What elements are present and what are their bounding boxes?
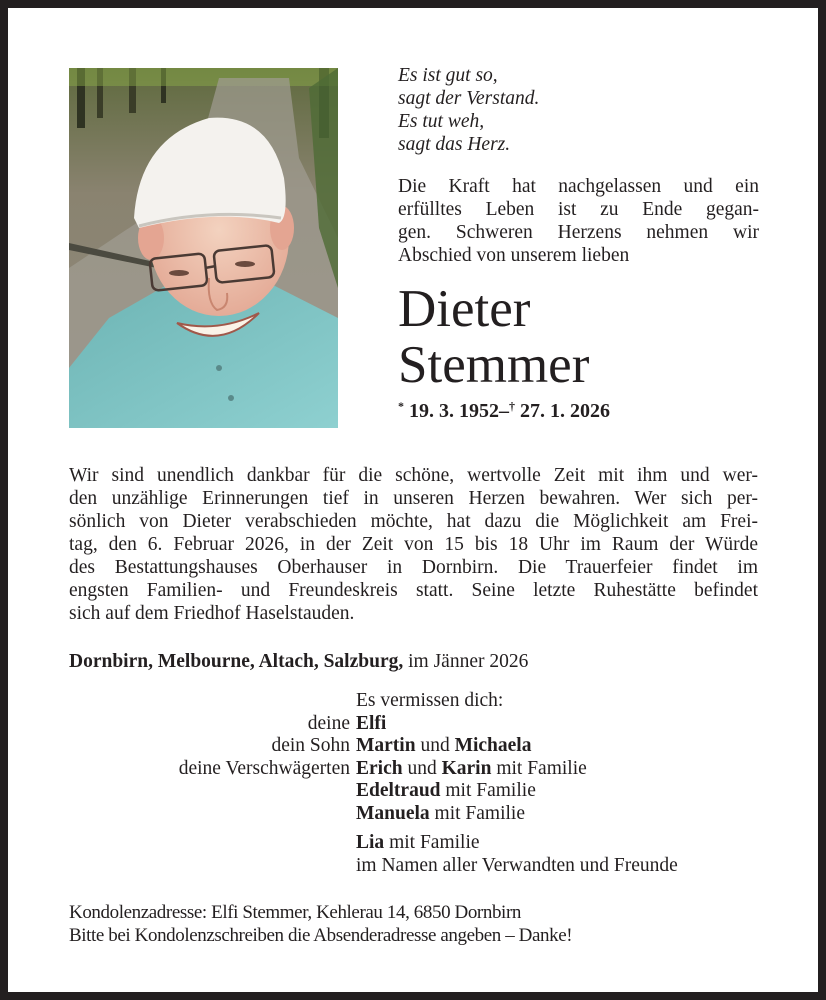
- member-name: Manuela: [356, 802, 430, 824]
- family-members: [356, 855, 818, 878]
- date-text: im Jänner 2026: [403, 651, 529, 672]
- body-line: des Bestattungshauses Oberhauser in Dornbirn. Die Trauerfeier findet im: [69, 557, 758, 578]
- portrait-photo: [69, 68, 338, 428]
- family-heading-row: [8, 690, 818, 713]
- death-symbol: †: [509, 399, 515, 413]
- family-members: [356, 713, 818, 736]
- intro-line: Abschied von unserem lieben: [398, 245, 630, 266]
- relation-label: [8, 855, 356, 878]
- intro-line: Die Kraft hat nachgelassen und ein: [398, 176, 759, 197]
- family-list: [8, 690, 818, 877]
- member-name: Elfi: [356, 712, 387, 734]
- relation-label: deine Verschwägerten: [178, 757, 350, 779]
- first-name: Dieter: [398, 280, 531, 338]
- death-date: 27. 1. 2026: [520, 400, 610, 422]
- family-members: [356, 780, 818, 803]
- member-text: mit Familie: [384, 832, 480, 853]
- relation-label: dein Sohn: [271, 735, 350, 756]
- member-name: Michaela: [454, 735, 532, 756]
- condolence-address: Kondolenzadresse: Elfi Stemmer, Kehlerau 14, 6850 Dornbirn: [69, 902, 521, 923]
- birth-date: 19. 3. 1952: [409, 400, 499, 422]
- member-name: Karin: [441, 757, 492, 779]
- family-members: [356, 803, 818, 826]
- family-row: [8, 803, 818, 826]
- family-row: [8, 758, 818, 781]
- family-heading: Es vermissen dich:: [356, 690, 504, 711]
- family-row: [8, 780, 818, 803]
- body-line: engsten Familien- und Freundeskreis statt. Seine letzte Ruhestätte befindet: [69, 580, 758, 601]
- relation-label: [8, 803, 356, 826]
- member-text: im Namen aller Verwandten und Freunde: [356, 854, 678, 876]
- family-row: [8, 713, 818, 736]
- intro-line: gen. Schweren Herzens nehmen wir: [398, 222, 759, 243]
- body-paragraph: [69, 464, 758, 625]
- family-members: [356, 758, 818, 781]
- family-members: [356, 735, 818, 758]
- poem-line: Es tut weh,: [398, 111, 485, 132]
- member-name: Martin: [356, 735, 416, 756]
- poem-line: sagt der Verstand.: [398, 88, 540, 109]
- body-line: den unzählige Erinnerungen tief in unseren Herzen bewahren. Wer sich per-: [69, 488, 758, 509]
- date-separator: –: [499, 400, 509, 422]
- portrait-photo-icon: [69, 68, 338, 428]
- relation-label: [8, 832, 356, 855]
- place-date-line: [69, 650, 528, 673]
- header-column: [398, 64, 759, 423]
- member-name: Erich: [356, 757, 403, 779]
- body-line: Wir sind unendlich dankbar für die schöne, wertvolle Zeit mit ihm und wer-: [69, 465, 758, 486]
- relation-label: [8, 780, 356, 803]
- deceased-name: [398, 281, 759, 393]
- places: Dornbirn, Melbourne, Altach, Salzburg,: [69, 651, 404, 672]
- last-name: Stemmer: [398, 336, 590, 394]
- family-members: [356, 832, 818, 855]
- body-line: sich auf dem Friedhof Haselstauden.: [69, 603, 355, 624]
- obituary-page: [8, 8, 818, 992]
- member-text: und: [415, 735, 455, 756]
- condolence-info: [69, 901, 572, 947]
- body-line: sönlich von Dieter verabschieden möchte, hat dazu die Möglichkeit am Frei-: [69, 511, 758, 532]
- member-text: mit Familie: [429, 802, 526, 824]
- body-line: tag, den 6. Februar 2026, in der Zeit von 15 bis 18 Uhr im Raum der Würde: [69, 534, 758, 555]
- family-row: [8, 735, 818, 758]
- member-text: mit Familie: [491, 757, 587, 779]
- relation-label: deine: [307, 712, 350, 734]
- intro-line: erfülltes Leben ist zu Ende gegan-: [398, 199, 759, 220]
- poem-line: Es ist gut so,: [398, 65, 498, 86]
- family-row: [8, 832, 818, 855]
- poem: [398, 64, 759, 156]
- member-text: und: [402, 757, 442, 779]
- birth-symbol: *: [398, 399, 404, 413]
- family-row: [8, 855, 818, 878]
- poem-line: sagt das Herz.: [398, 134, 511, 155]
- intro-paragraph: [398, 175, 759, 267]
- condolence-note: Bitte bei Kondolenzschreiben die Absenderadresse angeben – Danke!: [69, 925, 573, 946]
- member-name: Lia: [356, 832, 385, 853]
- member-name: Edeltraud: [356, 780, 441, 801]
- member-text: mit Familie: [440, 780, 536, 801]
- life-dates: [398, 399, 759, 423]
